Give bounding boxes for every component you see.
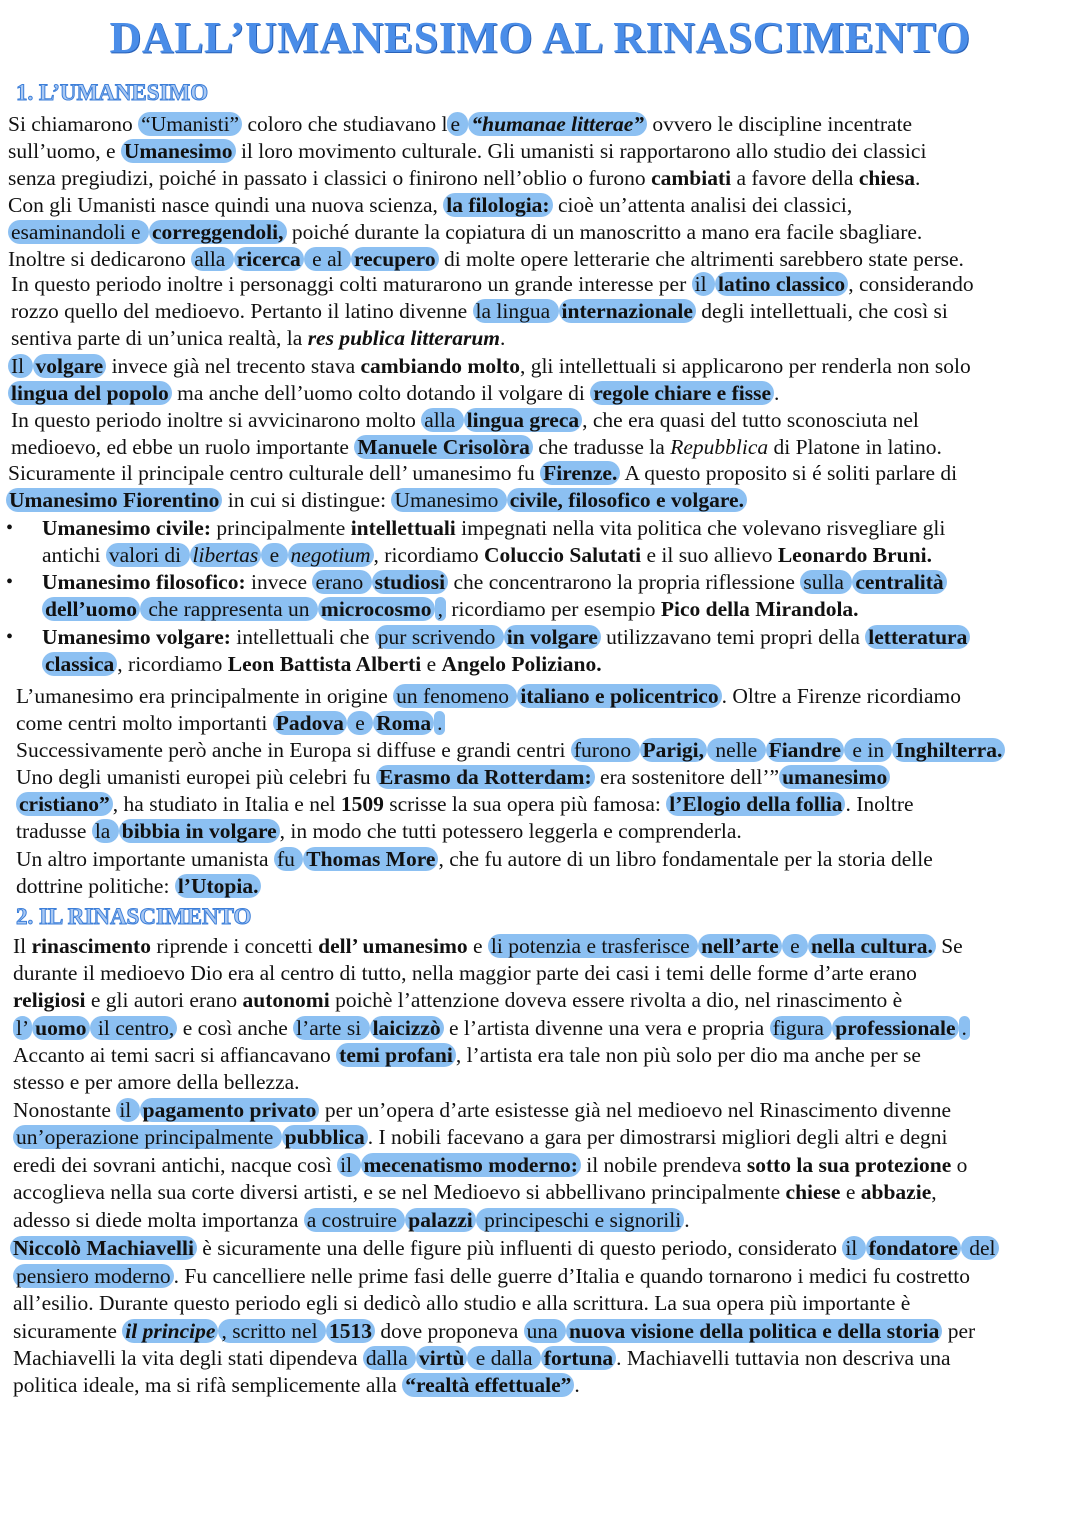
highlighted-text: umanesimo [779, 765, 890, 789]
text-line [11, 434, 942, 461]
highlighted-text: palazzi [405, 1208, 476, 1232]
text-segment: , ricordiamo [117, 652, 228, 676]
highlighted-text: cristiano” [16, 792, 113, 816]
text-line [16, 764, 890, 791]
highlighted-text: Thomas More [303, 847, 438, 871]
highlighted-text: Umanesimo Fiorentino [6, 488, 222, 512]
highlighted-text: Parigi, [640, 738, 708, 762]
text-segment: e gli autori erano [85, 988, 243, 1012]
highlighted-text: lingua del popolo [8, 381, 172, 405]
text-line [16, 873, 261, 900]
text-line [16, 737, 1005, 764]
highlighted-text: l’ [13, 1016, 32, 1040]
text-segment: degli intellettuali, che così si [695, 299, 948, 323]
text-line [13, 933, 963, 960]
text-segment: era sostenitore dell’” [594, 765, 780, 789]
text-segment: Il [13, 934, 32, 958]
highlighted-text: una [524, 1319, 566, 1343]
highlighted-text: , [435, 597, 446, 621]
text-segment: ma anche dell’uomo colto dotando il volgare di [171, 381, 591, 405]
text-segment: o [951, 1153, 968, 1177]
highlighted-text: nella cultura. [808, 934, 936, 958]
highlighted-text: Inghilterra. [892, 738, 1005, 762]
highlighted-text: professionale [832, 1016, 958, 1040]
highlighted-text: classica [42, 652, 117, 676]
bullet-marker: • [6, 626, 14, 648]
text-segment: , ricordiamo [373, 543, 484, 567]
highlighted-text: fu [274, 847, 303, 871]
text-segment: chiesa [858, 166, 915, 190]
text-line [16, 818, 742, 845]
text-segment: come centri molto importanti [16, 711, 273, 735]
bullet-marker: • [6, 517, 14, 539]
text-segment: stesso e per amore della bellezza. [13, 1070, 300, 1094]
text-line [16, 710, 445, 737]
highlighted-text: bibbia in volgare [119, 819, 280, 843]
text-segment: dottrine politiche: [16, 874, 175, 898]
text-segment: dell’ umanesimo [318, 934, 468, 958]
highlighted-text: studiosi [372, 570, 449, 594]
text-segment: principalmente [210, 516, 351, 540]
text-segment: Inoltre si dedicarono [8, 247, 192, 271]
text-segment: A questo proposito si é soliti parlare di [620, 461, 958, 485]
text-segment: rinascimento [31, 934, 151, 958]
highlighted-text: e al [304, 247, 351, 271]
text-segment: In questo periodo inoltre si avvicinarono molto [11, 408, 422, 432]
text-segment: intellettuali che [230, 625, 375, 649]
highlighted-text: nelle [707, 738, 766, 762]
text-segment: rozzo quello del medioevo. Pertanto il latino divenne [11, 299, 473, 323]
text-segment: poichè l’attenzione doveva essere rivolta a dio, nel rinascimento è [329, 988, 903, 1012]
highlighted-text: e [347, 711, 373, 735]
text-line [13, 1152, 967, 1179]
highlighted-text: e [782, 934, 808, 958]
text-segment: Si chiamarono [8, 112, 139, 136]
highlighted-text: Niccolò Machiavelli [10, 1236, 197, 1260]
highlighted-text: centralità [852, 570, 946, 594]
highlighted-text: pagamento privato [140, 1098, 320, 1122]
text-segment: Angelo Poliziano. [441, 652, 602, 676]
highlighted-text: alla [421, 408, 463, 432]
text-line [13, 1069, 300, 1096]
highlighted-text: libertas [190, 543, 262, 567]
highlighted-text: ricerca [234, 247, 304, 271]
text-segment: Umanesimo filosofico: [42, 570, 246, 594]
text-segment: autonomi [242, 988, 330, 1012]
text-segment: L’umanesimo era principalmente in origine [16, 684, 394, 708]
highlighted-text: alla [191, 247, 233, 271]
highlighted-text: nuova visione della politica e della storia [566, 1319, 942, 1343]
text-line [8, 192, 852, 219]
text-line [13, 1015, 970, 1042]
text-segment: ricordiamo per esempio [445, 597, 661, 621]
highlighted-text: Roma [373, 711, 434, 735]
highlighted-text: la [92, 819, 119, 843]
text-segment: Machiavelli la vita degli stati dipendeva [13, 1346, 363, 1370]
text-segment: che concentrarono la propria riflessione [448, 570, 801, 594]
highlighted-text: un fenomeno [393, 684, 517, 708]
text-segment: Uno degli umanisti europei più celebri fu [16, 765, 377, 789]
text-segment: e [840, 1180, 861, 1204]
text-segment: sicuramente [13, 1319, 123, 1343]
text-segment: Successivamente però anche in Europa si diffuse e grandi centri [16, 738, 571, 762]
text-segment: 1509 [340, 792, 384, 816]
text-segment: riprende i concetti [150, 934, 319, 958]
text-segment: poiché durante la copiatura di un manoscritto a mano era facile sbagliare. [286, 220, 923, 244]
text-segment: di Platone in latino. [768, 435, 942, 459]
highlighted-text: e [261, 543, 287, 567]
text-segment: Se [935, 934, 963, 958]
text-segment: , considerando [848, 272, 974, 296]
text-line [42, 651, 602, 678]
text-segment: è sicuramente una delle figure più influenti di questo periodo, considerato [196, 1236, 843, 1260]
highlighted-text: il [692, 272, 715, 296]
text-segment: invece già nel trecento stava [106, 354, 361, 378]
highlighted-text: microcosmo [318, 597, 435, 621]
highlighted-text: . [959, 1016, 970, 1040]
highlighted-text: . [434, 711, 445, 735]
highlighted-text: dalla [363, 1346, 416, 1370]
text-segment: e [421, 652, 442, 676]
highlighted-text: latino classico [715, 272, 848, 296]
highlighted-text: furono [571, 738, 640, 762]
text-segment: e così anche [177, 1016, 294, 1040]
text-segment: medioevo, ed ebbe un ruolo importante [11, 435, 355, 459]
highlighted-text: internazionale [559, 299, 696, 323]
highlighted-text: il [842, 1236, 865, 1260]
text-segment: di molte opere letterarie che altrimenti sarebbero state perse. [438, 247, 964, 271]
text-segment: sull’uomo, e [8, 139, 121, 163]
text-segment: . [914, 166, 921, 190]
highlighted-text: pur scrivendo [375, 625, 504, 649]
text-line [11, 407, 919, 434]
text-line [8, 138, 926, 165]
highlighted-text: laicizzò [370, 1016, 444, 1040]
text-line [42, 569, 947, 596]
text-segment: Pico della Mirandola. [660, 597, 859, 621]
text-segment: cambiando molto [360, 354, 520, 378]
highlighted-text: e [447, 112, 468, 136]
text-segment: . Inoltre [845, 792, 914, 816]
text-segment: . [774, 381, 780, 405]
highlighted-text: Erasmo da Rotterdam: [376, 765, 595, 789]
highlighted-text: 1513 [326, 1319, 375, 1343]
highlighted-text: figura [770, 1016, 833, 1040]
highlighted-text: li potenzia e trasferisce [488, 934, 698, 958]
text-segment: sentiva parte di un’unica realtà, la [11, 326, 308, 350]
text-segment: religiosi [13, 988, 86, 1012]
text-segment: . I nobili facevano a gara per dimostrarsi migliori degli altri e degni [367, 1125, 948, 1149]
highlighted-text: il centro, [90, 1016, 178, 1040]
text-segment: scrisse la sua opera più famosa: [383, 792, 667, 816]
text-line [13, 1318, 975, 1345]
highlighted-text: civile, filosofico e volgare. [507, 488, 747, 512]
highlighted-text: dell’uomo [42, 597, 140, 621]
text-segment: intellettuali [350, 516, 456, 540]
highlighted-text: “Umanisti” [138, 112, 242, 136]
text-segment: cambiati [651, 166, 732, 190]
text-line [8, 353, 971, 380]
text-segment: Umanesimo volgare: [42, 625, 231, 649]
highlighted-text: fondatore [866, 1236, 961, 1260]
text-line [8, 246, 964, 273]
highlighted-text: correggendoli, [149, 220, 287, 244]
highlighted-text: volgare [33, 354, 107, 378]
text-segment: . Machiavelli tuttavia non descriva una [616, 1346, 951, 1370]
text-segment: , che era quasi del tutto sconosciuta nel [582, 408, 919, 432]
text-segment: antichi [42, 543, 106, 567]
text-segment: abbazie [860, 1180, 932, 1204]
highlighted-text: il principe [122, 1319, 218, 1343]
text-segment: all’esilio. Durante questo periodo egli si dedicò allo studio e alla scrittura. La sua opera più importante è [13, 1291, 911, 1315]
highlighted-text: il [116, 1098, 139, 1122]
text-line [13, 1290, 910, 1317]
highlighted-text: il [337, 1153, 360, 1177]
text-segment: e l’artista divenne una vera e propria [443, 1016, 770, 1040]
highlighted-text: Fiandre [766, 738, 844, 762]
text-segment: Leon Battista Alberti [227, 652, 422, 676]
text-line [42, 596, 859, 623]
text-line [13, 1207, 690, 1234]
text-segment: accoglieva nella sua corte diversi artisti, e se nel Medioevo si abbellivano principalmente [13, 1180, 786, 1204]
highlighted-text: e in [844, 738, 892, 762]
text-segment: Sicuramente il principale centro culturale dell’ umanesimo fu [8, 461, 541, 485]
text-segment: il loro movimento culturale. Gli umanisti si rapportarono allo studio dei classici [235, 139, 927, 163]
bullet-marker: • [6, 571, 14, 593]
text-line [11, 325, 505, 352]
text-segment: , [931, 1180, 937, 1204]
highlighted-text: uomo [32, 1016, 89, 1040]
text-segment: Un altro importante umanista [16, 847, 274, 871]
text-line [13, 1179, 937, 1206]
highlighted-text: regole chiare e fisse [590, 381, 774, 405]
highlighted-text: fortuna [541, 1346, 616, 1370]
text-segment: eredi dei sovrani antichi, nacque così [13, 1153, 338, 1177]
text-segment: res publica litterarum [307, 326, 501, 350]
text-line [13, 1345, 951, 1372]
text-segment: , gli intellettuali si applicarono per renderla non solo [519, 354, 971, 378]
highlighted-text: Manuele Crisolòra [354, 435, 533, 459]
highlighted-text: valori di [106, 543, 190, 567]
text-segment: invece [245, 570, 313, 594]
text-segment: , ha studiato in Italia e nel [112, 792, 341, 816]
highlighted-text: nell’arte [698, 934, 782, 958]
text-line [8, 111, 912, 138]
text-segment: per un’opera d’arte esistesse già nel medioevo nel Rinascimento divenne [319, 1098, 952, 1122]
text-segment: per [942, 1319, 976, 1343]
highlighted-text: del [961, 1236, 999, 1260]
text-segment: . [500, 326, 506, 350]
text-segment: , in modo che tutti potessero leggerla e comprenderla. [279, 819, 742, 843]
text-segment: tradusse [16, 819, 92, 843]
text-segment: ovvero le discipline incentrate [647, 112, 913, 136]
highlighted-text: italiano e policentrico [517, 684, 721, 708]
text-line [13, 1097, 951, 1124]
highlighted-text: Padova [273, 711, 347, 735]
highlighted-text: esaminandoli e [8, 220, 149, 244]
text-segment: senza pregiudizi, poiché in passato i classici o finirono nell’oblio o furono [8, 166, 652, 190]
highlighted-text: l’Utopia. [175, 874, 262, 898]
text-line [10, 1235, 999, 1262]
highlighted-text: che rappresenta un [140, 597, 318, 621]
text-line [13, 960, 917, 987]
text-segment: e [467, 934, 488, 958]
text-segment: sotto la sua protezione [746, 1153, 952, 1177]
highlighted-text: mecenatismo moderno: [361, 1153, 581, 1177]
text-line [13, 987, 902, 1014]
text-segment: Leonardo Bruni. [777, 543, 932, 567]
highlighted-text: a costruire [304, 1208, 406, 1232]
text-line [13, 1042, 921, 1069]
highlighted-text: Firenze. [540, 461, 620, 485]
highlighted-text: l’arte si [293, 1016, 369, 1040]
text-segment: il nobile prendeva [580, 1153, 747, 1177]
highlighted-text: Il [8, 354, 33, 378]
text-segment: dove proponeva [374, 1319, 524, 1343]
highlighted-text: pubblica [282, 1125, 368, 1149]
text-segment: Nonostante [13, 1098, 117, 1122]
highlighted-text: principeschi e signorili [476, 1208, 684, 1232]
highlighted-text: la lingua [473, 299, 559, 323]
text-line [6, 487, 747, 514]
text-segment: . Oltre a Firenze ricordiamo [721, 684, 961, 708]
text-segment: Repubblica [670, 435, 769, 459]
section-heading-rinascimento: 2. IL RINASCIMENTO [16, 904, 252, 929]
text-segment: chiese [785, 1180, 841, 1204]
text-segment: e il suo allievo [641, 543, 778, 567]
text-line [42, 624, 970, 651]
highlighted-text: negotium [288, 543, 374, 567]
text-segment: cioè un’attenta analisi dei classici, [552, 193, 853, 217]
text-line [8, 380, 779, 407]
highlighted-text: Umanesimo [121, 139, 236, 163]
text-segment: coloro che studiavano l [242, 112, 448, 136]
highlighted-text: Umanesimo [391, 488, 506, 512]
highlighted-text: virtù [416, 1346, 467, 1370]
text-line [8, 219, 922, 246]
highlighted-text: lingua greca [464, 408, 582, 432]
text-segment: Umanesimo civile: [42, 516, 211, 540]
highlighted-text: pensiero moderno [13, 1264, 174, 1288]
highlighted-text: erano [312, 570, 371, 594]
text-segment: a favore della [731, 166, 859, 190]
highlighted-text: e dalla [467, 1346, 540, 1370]
text-segment: in cui si distingue: [222, 488, 392, 512]
text-line [13, 1263, 970, 1290]
text-line [42, 515, 945, 542]
text-line [11, 271, 974, 298]
text-segment: durante il medioevo Dio era al centro di tutto, nella maggior parte dei casi i temi delle forme d’arte erano [13, 961, 917, 985]
text-line [16, 846, 933, 873]
text-segment: utilizzavano temi propri della [600, 625, 866, 649]
page-title: DALL’UMANESIMO AL RINASCIMENTO [109, 13, 971, 62]
highlighted-text: in volgare [504, 625, 601, 649]
text-segment: Coluccio Salutati [484, 543, 642, 567]
text-segment: Con gli Umanisti nasce quindi una nuova scienza, [8, 193, 444, 217]
text-line [11, 298, 948, 325]
highlighted-text: sulla [800, 570, 852, 594]
highlighted-text: “realtà effettuale” [402, 1373, 574, 1397]
highlighted-text: l’Elogio della follia [666, 792, 845, 816]
highlighted-text: un’operazione principalmente [13, 1125, 282, 1149]
text-line [8, 460, 957, 487]
section-heading-umanesimo: 1. L’UMANESIMO [16, 80, 209, 105]
highlighted-text: letteratura [865, 625, 970, 649]
text-segment: politica ideale, ma si rifà semplicemente alla [13, 1373, 403, 1397]
highlighted-text: recupero [351, 247, 439, 271]
text-line [16, 791, 914, 818]
text-segment: impegnati nella vita politica che volevano risvegliare gli [455, 516, 946, 540]
highlighted-text: “humanae litterae” [468, 112, 647, 136]
text-line [8, 165, 920, 192]
highlighted-text: , scritto nel [218, 1319, 326, 1343]
text-segment: , l’artista era tale non più solo per dio ma anche per se [455, 1043, 921, 1067]
text-segment: . Fu cancelliere nelle prime fasi delle guerre d’Italia e quando tornarono i medici fu costretto [173, 1264, 971, 1288]
highlighted-text: temi profani [336, 1043, 456, 1067]
highlighted-text: la filologia: [443, 193, 552, 217]
text-segment: , che fu autore di un libro fondamentale per la storia delle [438, 847, 933, 871]
text-segment: Accanto ai temi sacri si affiancavano [13, 1043, 337, 1067]
text-line [13, 1124, 947, 1151]
text-line [13, 1372, 580, 1399]
text-segment: . [574, 1373, 580, 1397]
text-segment: In questo periodo inoltre i personaggi colti maturarono un grande interesse per [11, 272, 692, 296]
text-line [16, 683, 961, 710]
text-line [42, 542, 932, 569]
text-segment: che tradusse la [532, 435, 671, 459]
text-segment: adesso si diede molta importanza [13, 1208, 304, 1232]
text-segment: . [684, 1208, 690, 1232]
